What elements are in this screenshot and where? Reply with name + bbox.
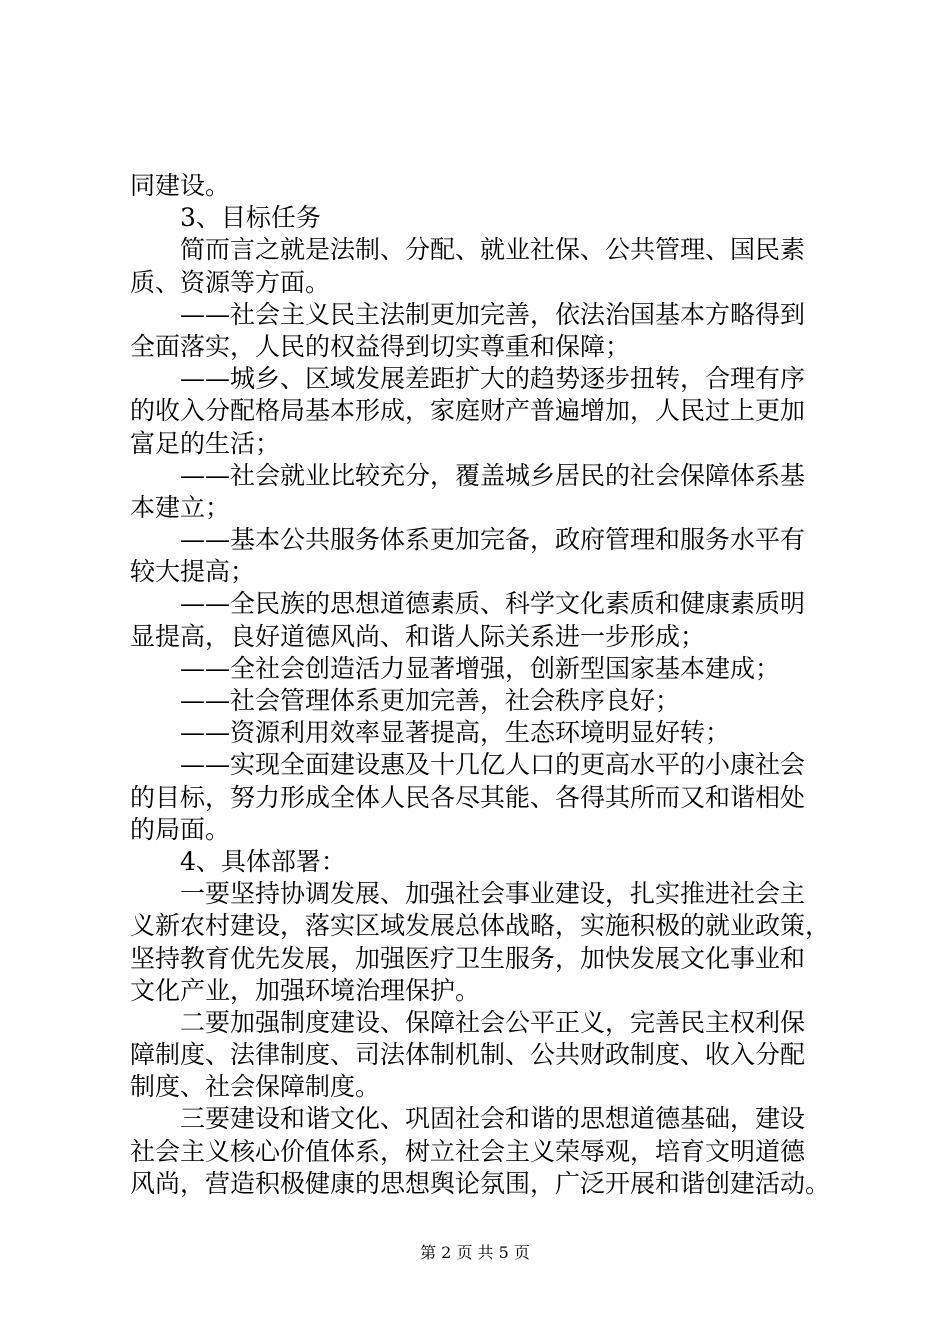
text-line: 制度、社会保障制度。 — [130, 1072, 381, 1102]
text-line: 义新农村建设，落实区域发展总体战略，实施积极的就业政策， — [130, 911, 831, 941]
text-line: 风尚，营造积极健康的思想舆论氛围，广泛开展和谐创建活动。 — [130, 1168, 831, 1198]
text-line: 简而言之就是法制、分配、就业社保、公共管理、国民素 — [130, 235, 806, 265]
text-line: 本建立； — [130, 492, 231, 522]
text-line: 显提高，良好道德风尚、和谐人际关系进一步形成； — [130, 621, 706, 651]
text-line: 社会主义核心价值体系，树立社会主义荣辱观，培育文明道德 — [130, 1136, 806, 1166]
text-line: 三要建设和谐文化、巩固社会和谐的思想道德基础，建设 — [130, 1104, 806, 1134]
page-number-label: 第 2 页 共 5 页 — [420, 1243, 530, 1262]
text-line: 文化产业，加强环境治理保护。 — [130, 975, 481, 1005]
section-heading: 3、目标任务 — [130, 203, 321, 233]
text-line: 一要坚持协调发展、加强社会事业建设，扎实推进社会主 — [130, 879, 806, 909]
text-line: 质、资源等方面。 — [130, 267, 331, 297]
text-line: ——资源利用效率显著提高，生态环境明显好转； — [130, 718, 731, 748]
text-line: 障制度、法律制度、司法体制机制、公共财政制度、收入分配 — [130, 1040, 806, 1070]
text-line: ——基本公共服务体系更加完备，政府管理和服务水平有 — [130, 525, 806, 555]
text-line: 全面落实，人民的权益得到切实尊重和保障； — [130, 331, 631, 361]
text-line: ——实现全面建设惠及十几亿人口的更高水平的小康社会 — [130, 750, 806, 780]
text-line: 富足的生活； — [130, 428, 281, 458]
section-heading: 4、具体部署： — [130, 846, 346, 876]
text-line: 二要加强制度建设、保障社会公平正义，完善民主权利保 — [130, 1007, 806, 1037]
document-body — [130, 170, 840, 1200]
text-line: ——社会就业比较充分，覆盖城乡居民的社会保障体系基 — [130, 460, 806, 490]
text-line: ——全民族的思想道德素质、科学文化素质和健康素质明 — [130, 589, 806, 619]
text-line: 坚持教育优先发展，加强医疗卫生服务，加快发展文化事业和 — [130, 943, 806, 973]
text-line: 较大提高； — [130, 557, 256, 587]
text-line: 同建设。 — [130, 171, 231, 200]
text-line: 的收入分配格局基本形成，家庭财产普遍增加，人民过上更加 — [130, 396, 806, 426]
text-line: 的目标，努力形成全体人民各尽其能、各得其所而又和谐相处 — [130, 782, 806, 812]
text-line: ——全社会创造活力显著增强，创新型国家基本建成； — [130, 653, 781, 683]
text-line: 的局面。 — [130, 814, 231, 844]
text-line: ——城乡、区域发展差距扩大的趋势逐步扭转，合理有序 — [130, 364, 806, 394]
text-line: ——社会管理体系更加完善，社会秩序良好； — [130, 686, 681, 715]
page-footer — [0, 1243, 950, 1263]
text-line: ——社会主义民主法制更加完善，依法治国基本方略得到 — [130, 299, 806, 329]
